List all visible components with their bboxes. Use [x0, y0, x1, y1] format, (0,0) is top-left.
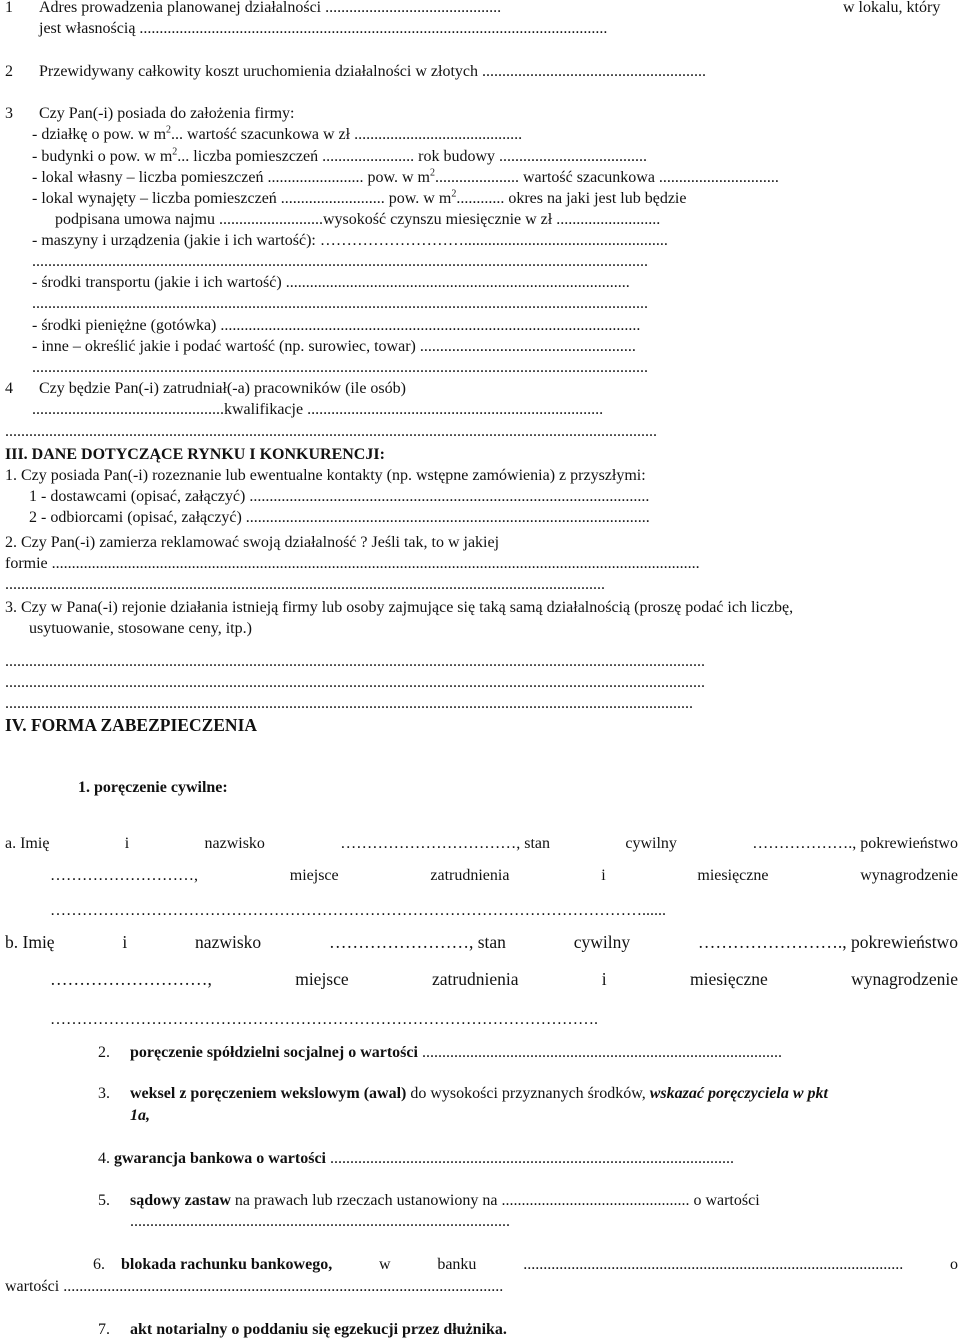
q3-line-cash: - środki pieniężne (gotówka) .........................................................................................................	[32, 317, 641, 334]
q1-number: 1	[5, 0, 13, 16]
q3-number: 3	[5, 105, 13, 122]
item-3-continuation: 1a,	[130, 1107, 150, 1124]
q3-line-machines-dots: ..........................................................................................................................................................	[32, 253, 648, 270]
q3-line-other-dots: ..........................................................................................................................................................	[32, 359, 648, 376]
sec3-p1-suppliers: 1 - dostawcami (opisać, załączyć) ....................................................................................................	[29, 488, 650, 505]
item-3-promissory-note: weksel z poręczeniem wekslowym (awal) do wysokości przyznanych środków, wskazać poręczyciela w pkt	[130, 1085, 828, 1102]
sec3-p1: 1. Czy posiada Pan(-i) rozeznanie lub ewentualne kontakty (np. wstępne zamówienia) z przyszłymi:	[5, 467, 646, 484]
q3-line-lease: podpisana umowa najmu ..........................wysokość czynszu miesięcznie w zł ..........................	[55, 211, 661, 228]
sec3-p2: 2. Czy Pan(-i) zamierza reklamować swoją działalność ? Jeśli tak, to w jakiej	[5, 534, 500, 551]
q3-text: Czy Pan(-i) posiada do założenia firmy:	[39, 105, 295, 122]
q2-number: 2	[5, 63, 13, 80]
q4-text: Czy będzie Pan(-i) zatrudniał(-a) pracowników (ile osób)	[39, 380, 406, 397]
item-5-pledge: sądowy zastaw na prawach lub rzeczach ustanowiony na ............................................... o wartości	[130, 1192, 760, 1209]
item-1-civil-guarantee: 1. poręczenie cywilne:	[78, 779, 228, 796]
sec3-dots-3: ............................................................................................................................................................................	[5, 695, 693, 712]
q1-text-right: w lokalu, który	[843, 0, 941, 16]
item-5-continuation: ...............................................................................................	[130, 1213, 510, 1230]
q3-line-machines: - maszyny i urządzenia (jakie i ich wartość): ………………………...................................................	[32, 232, 668, 249]
item-7-notarial-deed: akt notarialny o poddaniu się egzekucji przez dłużnika.	[130, 1321, 507, 1338]
item-2-number: 2.	[98, 1044, 110, 1061]
q4-continuation: ................................................kwalifikacje ..........................................................................	[32, 401, 604, 418]
item-5-number: 5.	[98, 1192, 110, 1209]
item-4-bank-guarantee: 4. gwarancja bankowa o wartości .....................................................................................................	[98, 1150, 734, 1167]
sec3-dots-1: ...............................................................................................................................................................................	[5, 653, 705, 670]
section-4-heading: IV. FORMA ZABEZPIECZENIA	[5, 715, 258, 735]
sec3-p3-cont: usytuowanie, stosowane ceny, itp.)	[29, 620, 252, 637]
q3-line-transport: - środki transportu (jakie i ich wartość) ......................................................................................	[32, 274, 630, 291]
q3-line-other: - inne – określić jakie i podać wartość (np. surowiec, towar) ......................................................	[32, 338, 636, 355]
item-2-social-coop: poręczenie spółdzielni socjalnej o wartości ..........................................................................................	[130, 1044, 782, 1061]
section-3-heading: III. DANE DOTYCZĄCE RYNKU I KONKURENCJI:	[5, 446, 385, 463]
guarantor-a-line-3: …………………………………………………………………………………………………......	[50, 902, 666, 919]
q3-line-rented-premises: - lokal wynajęty – liczba pomieszczeń .......................... pow. w $m^2$............ okres na jaki jest lub będzie	[32, 188, 687, 207]
q3-line-buildings: - budynki o pow. w $m^2$... liczba pomieszczeń ....................... rok budowy .....................................	[32, 146, 647, 165]
sec3-p2-dots: ......................................................................................................................................................	[5, 576, 605, 593]
guarantor-a-line-2: ………………………, miejsce zatrudnienia i miesięczne wynagrodzenie	[50, 867, 958, 884]
q3-line-own-premises: - lokal własny – liczba pomieszczeń ........................ pow. w $m^2$..................... wartość szacunkowa ..............................	[32, 167, 779, 186]
item-3-number: 3.	[98, 1085, 110, 1102]
item-6-account-block: blokada rachunku bankowego, w banku ............................................................................................... o	[121, 1256, 958, 1273]
sec3-p3: 3. Czy w Pana(-i) rejonie działania istnieją firmy lub osoby zajmujące się taką samą działalnością (proszę podać ich liczbę,	[5, 599, 794, 616]
q2-text: Przewidywany całkowity koszt uruchomienia działalności w złotych ........................................................	[39, 63, 706, 80]
guarantor-b-line-1: b. Imię i nazwisko ……………………, stan cywilny ……………………., pokrewieństwo	[5, 932, 958, 952]
q1-text: Adres prowadzenia planowanej działalności ............................................	[39, 0, 502, 16]
guarantor-b-line-2: ………………………, miejsce zatrudnienia i miesięczne wynagrodzenie	[50, 969, 958, 989]
item-7-number: 7.	[98, 1321, 110, 1338]
item-6-number: 6.	[93, 1256, 105, 1273]
sec3-p1-customers: 2 - odbiorcami (opisać, załączyć) .....................................................................................................	[29, 509, 650, 526]
q3-line-transport-dots: ..........................................................................................................................................................	[32, 295, 648, 312]
q4-dots: ...................................................................................................................................................................	[5, 423, 657, 440]
sec3-dots-2: ...............................................................................................................................................................................	[5, 674, 705, 691]
q3-line-land: - działkę o pow. w $m^2$... wartość szacunkowa w zł ..........................................	[32, 124, 523, 143]
guarantor-a-line-1: a. Imię i nazwisko ……………………………, stan cywilny ………………., pokrewieństwo	[5, 835, 958, 852]
q1-continuation: jest własnością .....................................................................................................................	[39, 20, 608, 37]
item-6-continuation: wartości ..............................................................................................................	[5, 1278, 504, 1295]
guarantor-b-line-3: ………………………………………………………………………………………….	[50, 1011, 598, 1028]
q4-number: 4	[5, 380, 13, 397]
sec3-p2-form: formie ..................................................................................................................................................................	[5, 555, 700, 572]
